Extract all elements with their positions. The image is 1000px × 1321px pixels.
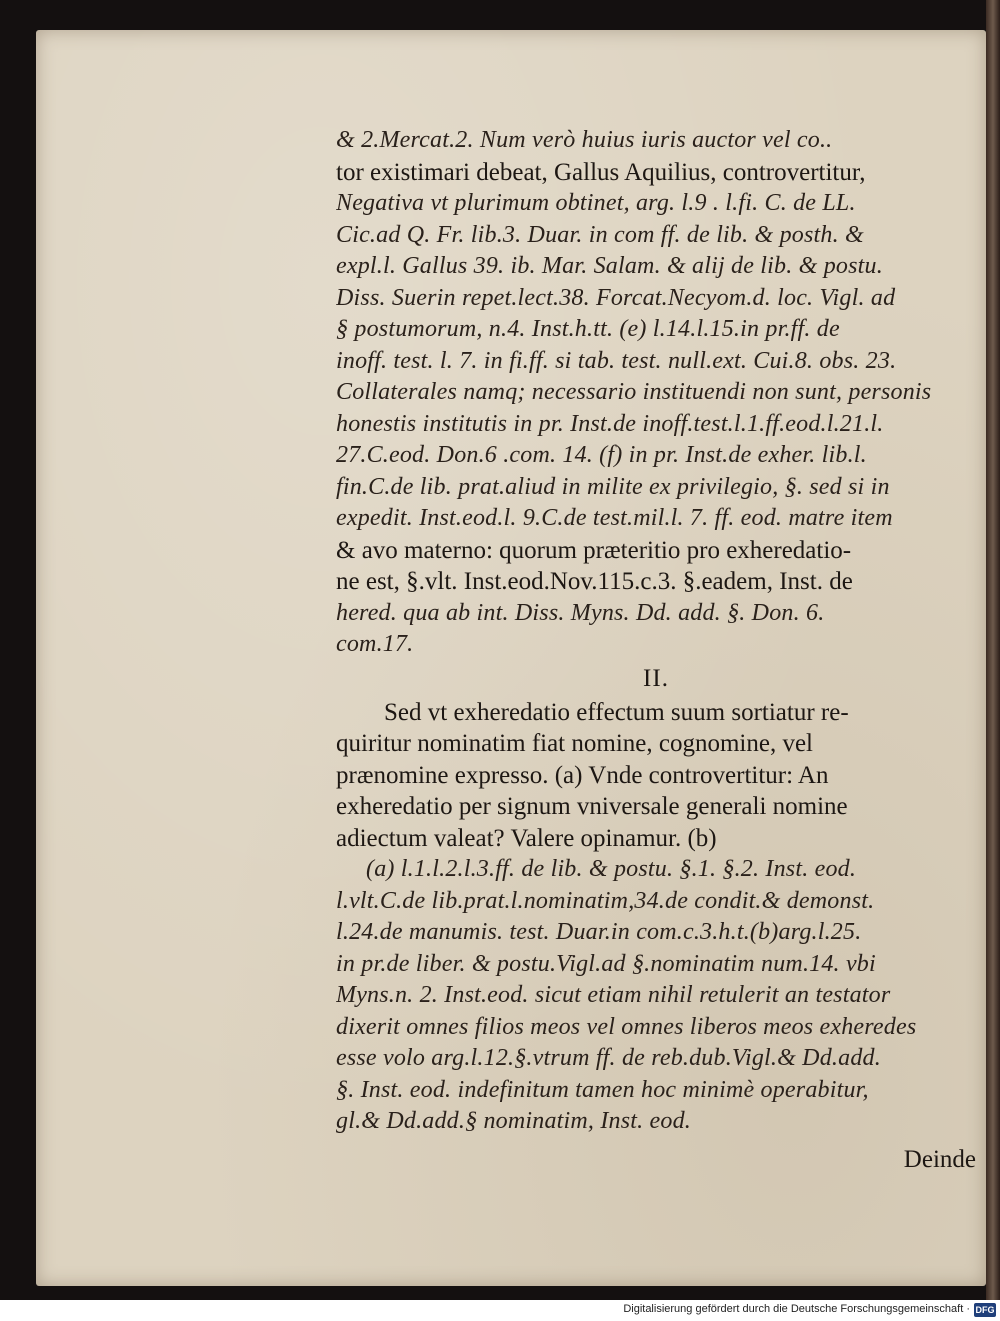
text-line: Diss. Suerin repet.lect.38. Forcat.Necyom.d. loc. Vigl. ad — [336, 284, 896, 311]
footer-bar — [0, 1300, 1000, 1321]
text-line: Negativa vt plurimum obtinet, arg. l.9 . l.fi. C. de LL. — [336, 190, 856, 216]
text-line: expl.l. Gallus 39. ib. Mar. Salam. & alij de lib. & postu. — [336, 253, 883, 279]
text-line: Cic.ad Q. Fr. lib.3. Duar. in com ff. de lib. & posth. & — [336, 221, 864, 248]
text-line: & 2.Mercat.2. Num verò huius iuris auctor vel co.. — [336, 127, 833, 153]
text-line: tor existimari debeat, Gallus Aquilius, controvertitur, — [336, 158, 866, 186]
body-line: exheredatio per signum vniversale generali nomine — [336, 793, 848, 820]
text-line: com.17. — [336, 631, 414, 657]
text-line: honestis institutis in pr. Inst.de inoff.test.l.1.ff.eod.l.21.l. — [336, 410, 884, 437]
footnote-line: l.24.de manumis. test. Duar.in com.c.3.h.t.(b)arg.l.25. — [336, 919, 862, 945]
body-line: adiectum valeat? Valere opinamur. (b) — [336, 824, 717, 852]
text-line: expedit. Inst.eod.l. 9.C.de test.mil.l. 7. ff. eod. matre item — [336, 505, 893, 531]
text-line: § postumorum, n.4. Inst.h.tt. (e) l.14.l.15.in pr.ff. de — [336, 316, 840, 342]
footnote-line: gl.& Dd.add.§ nominatim, Inst. eod. — [336, 1108, 691, 1134]
document-page — [36, 30, 986, 1286]
footnote-line: l.vlt.C.de lib.prat.l.nominatim,34.de condit.& demonst. — [336, 887, 875, 914]
footnote-line: esse volo arg.l.12.§.vtrum ff. de reb.dub.Vigl.& Dd.add. — [336, 1045, 881, 1071]
footnote-line: Myns.n. 2. Inst.eod. sicut etiam nihil retulerit an testator — [336, 982, 891, 1008]
footnote-line: (a) l.1.l.2.l.3.ff. de lib. & postu. §.1. §.2. Inst. eod. — [366, 856, 857, 882]
body-line: prænomine expresso. (a) Vnde controvertitur: An — [336, 761, 829, 789]
text-line: ne est, §.vlt. Inst.eod.Nov.115.c.3. §.eadem, Inst. de — [336, 568, 853, 595]
dfg-logo-icon: DFG — [975, 1305, 995, 1315]
funding-credit: Digitalisierung gefördert durch die Deutsche Forschungsgemeinschaft · — [623, 1303, 970, 1315]
footnote-line: §. Inst. eod. indefinitum tamen hoc minimè operabitur, — [336, 1076, 869, 1103]
footnote-line: dixerit omnes filios meos vel omnes liberos meos exheredes — [336, 1013, 917, 1040]
text-line: 27.C.eod. Don.6 .com. 14. (f) in pr. Inst.de exher. lib.l. — [336, 442, 867, 468]
section-heading: II. — [643, 664, 669, 692]
text-line: Collaterales namq; necessario instituendi non sunt, personis — [336, 379, 932, 405]
body-line: quiritur nominatim fiat nomine, cognomine, vel — [336, 730, 813, 757]
text-line: inoff. test. l. 7. in fi.ff. si tab. test. null.ext. Cui.8. obs. 23. — [336, 347, 897, 374]
body-line: Sed vt exheredatio effectum suum sortiatur re- — [384, 698, 849, 726]
text-line: hered. qua ab int. Diss. Myns. Dd. add. §. Don. 6. — [336, 599, 825, 626]
text-line: fin.C.de lib. prat.aliud in milite ex privilegio, §. sed si in — [336, 473, 890, 500]
catchword: Deinde — [903, 1145, 976, 1173]
book-binding-edge — [986, 0, 1000, 1300]
text-line: & avo materno: quorum præteritio pro exheredatio- — [336, 536, 852, 564]
footnote-line: in pr.de liber. & postu.Vigl.ad §.nominatim num.14. vbi — [336, 950, 876, 977]
page-text — [336, 125, 976, 1175]
